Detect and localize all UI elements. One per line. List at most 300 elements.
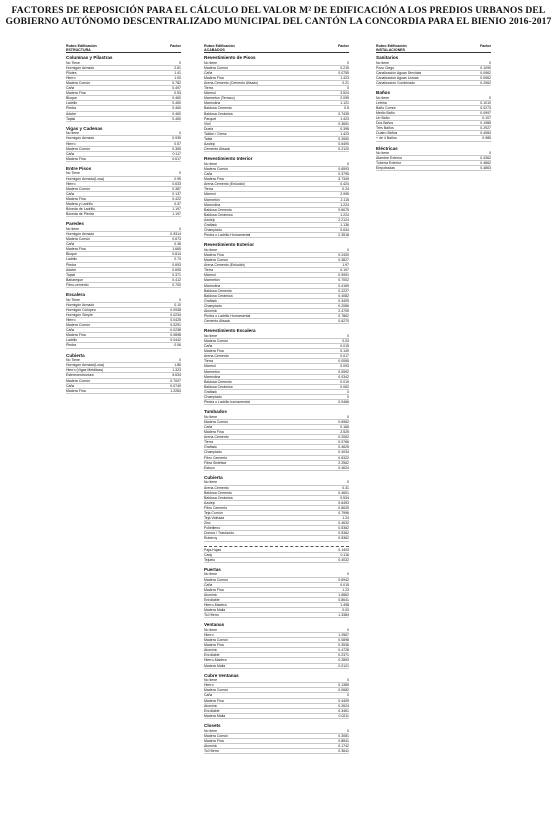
- row-item: Ladrillo: [66, 257, 78, 262]
- row-factor: 0: [347, 572, 349, 577]
- row-factor: 0: [347, 728, 349, 733]
- row-factor: 0: [179, 226, 181, 231]
- row-factor: 2.995: [340, 192, 349, 197]
- row-factor: 0.4624: [338, 465, 349, 470]
- row-item: Bloque: [66, 252, 77, 257]
- row-item: Madera Común: [66, 186, 91, 191]
- row-factor: 0.2400: [338, 252, 349, 257]
- row-factor: 0.814: [172, 252, 181, 257]
- column-estructura: [66, 44, 181, 398]
- row-item: Baldosa Cerámica: [204, 111, 233, 116]
- row-item: Madera Fina: [66, 388, 86, 393]
- row-factor: 0.2062: [338, 435, 349, 440]
- row-item: No Tiene: [66, 297, 81, 302]
- table-row: [376, 136, 491, 141]
- row-factor: 1.23: [342, 587, 349, 592]
- row-factor: 2.4705: [338, 309, 349, 313]
- row-factor: 0: [347, 627, 349, 632]
- row-factor: 0.6322: [338, 455, 349, 460]
- row-item: No tiene: [376, 60, 390, 65]
- section-title: Entre Pisos: [66, 165, 92, 171]
- section-title: Paredes: [66, 221, 84, 227]
- row-factor: 0.2650: [338, 137, 349, 141]
- row-item: Piedra: [66, 106, 77, 111]
- row-item: Mármol: [204, 364, 216, 369]
- row-item: Fibro Cemento: [204, 455, 228, 460]
- row-factor: 0: [347, 60, 349, 65]
- row-factor: 0.1389: [338, 683, 349, 688]
- column-header: [204, 44, 349, 53]
- row-factor: 0.7996: [338, 510, 349, 515]
- table-row: [66, 343, 181, 348]
- row-factor: 0.6962: [338, 419, 349, 424]
- row-factor: 0.6453: [338, 500, 349, 505]
- row-factor: 0.015: [340, 344, 349, 349]
- section-title: Vigas y Cadenas: [66, 125, 103, 131]
- row-factor: 0.398: [340, 126, 349, 131]
- row-item: Adobe: [66, 267, 77, 272]
- row-item: Madera Común: [66, 237, 91, 242]
- row-item: Hierro: [66, 318, 76, 322]
- table-row: [66, 389, 181, 394]
- column-header: [376, 44, 491, 53]
- row-factor: 0.497: [172, 86, 181, 91]
- row-factor: 0.197: [340, 268, 349, 273]
- row-item: Baldosa Cemento: [204, 490, 232, 495]
- row-factor: 0.3461: [338, 708, 349, 713]
- row-factor: 0.0592: [338, 369, 349, 374]
- row-item: Domos / Traslúcido: [204, 531, 234, 536]
- row-item: Tol Hierro: [204, 748, 219, 753]
- row-item: Madera Común: [204, 65, 229, 70]
- row-factor: 0.4169: [338, 283, 349, 288]
- table-section: [204, 156, 349, 238]
- row-item: Teja Vidriada: [204, 516, 225, 521]
- table-section: [204, 567, 349, 618]
- row-item: Azulejo: [204, 142, 216, 147]
- row-factor: 0.6675: [338, 207, 349, 212]
- row-factor: 0.1090: [480, 65, 491, 70]
- row-factor: 0.0425: [170, 318, 181, 322]
- row-item: Medio Baño: [376, 110, 395, 115]
- row-item: Madera Fina: [66, 156, 86, 161]
- row-factor: 0.1985: [480, 121, 491, 126]
- row-item: Mármol: [204, 192, 216, 197]
- row-factor: 1.224: [340, 212, 349, 217]
- row-item: Marmolina: [204, 283, 221, 288]
- row-factor: 0.116: [340, 552, 349, 557]
- row-factor: 0.0211: [338, 713, 349, 718]
- row-item: Hierro: [66, 181, 76, 186]
- row-factor: 2.2562: [338, 460, 349, 465]
- row-factor: 0.31: [342, 485, 349, 490]
- row-factor: 0.7862: [338, 314, 349, 319]
- row-factor: 0.53: [174, 91, 181, 96]
- row-factor: 0.5362: [338, 526, 349, 531]
- row-factor: 0.0234: [170, 312, 181, 317]
- row-item: Fibro Cemento: [204, 505, 228, 510]
- row-factor: 0.2893: [338, 658, 349, 663]
- row-item: No tiene: [66, 131, 80, 136]
- row-item: Aluminio: [204, 703, 218, 708]
- row-factor: 1.41: [174, 70, 181, 75]
- row-item: Madera Común: [66, 80, 91, 85]
- row-item: No tiene: [204, 247, 218, 252]
- row-factor: 0.2227: [338, 288, 349, 293]
- row-item: No tiene: [204, 60, 218, 65]
- row-factor: 0.062: [340, 384, 349, 389]
- row-item: Fibra Sintética: [204, 460, 227, 465]
- row-factor: 0.6593: [338, 166, 349, 171]
- row-factor: 1.86: [174, 363, 181, 368]
- row-item: Hormigón Armado: [66, 302, 95, 307]
- row-factor: 0.7002: [338, 278, 349, 283]
- row-item: Caña: [66, 383, 75, 388]
- column-header: [66, 44, 181, 53]
- row-factor: 1.2567: [338, 632, 349, 637]
- table-row: [204, 558, 349, 563]
- row-factor: 0: [179, 297, 181, 302]
- row-factor: 0: [347, 678, 349, 683]
- table-section: [66, 166, 181, 217]
- row-item: No tiene: [204, 572, 218, 577]
- row-item: Arena-Cemento (Enlucido): [204, 263, 246, 268]
- row-factor: 0.0682: [338, 688, 349, 693]
- section-title: Revestimiento Exterior: [204, 242, 255, 248]
- row-factor: 0.782: [172, 80, 181, 85]
- row-factor: 0.0962: [480, 70, 491, 75]
- row-item: Tierra: [204, 440, 214, 445]
- row-item: Enrollable: [204, 708, 220, 713]
- table-row: [204, 466, 349, 471]
- table-row: [204, 147, 349, 152]
- row-factor: 0.9314: [170, 232, 181, 236]
- row-item: Alambre Exterior: [376, 156, 403, 161]
- row-factor: 1.498: [340, 602, 349, 607]
- row-factor: 0.605: [172, 267, 181, 272]
- row-item: Caña: [204, 693, 213, 698]
- row-factor: 0.2624: [338, 703, 349, 708]
- row-item: Caña: [66, 328, 75, 333]
- column-header-label: Rubro Edificación INSTALACIONES: [376, 44, 407, 52]
- row-item: Hormigón Simple: [66, 312, 93, 317]
- row-item: Madera Común: [204, 733, 229, 738]
- row-factor: 2.115: [340, 197, 349, 202]
- row-item: Hormigón Armado(Losa): [66, 363, 105, 368]
- row-factor: 0.0938: [170, 307, 181, 312]
- row-item: Caña: [66, 191, 75, 196]
- row-factor: 1.121: [340, 101, 349, 106]
- row-factor: 0.37: [174, 202, 181, 207]
- table-row: [204, 613, 349, 618]
- row-factor: 0.0997: [480, 110, 491, 115]
- table-row: [204, 714, 349, 719]
- row-factor: 2.525: [340, 430, 349, 435]
- row-factor: 2.2124: [338, 217, 349, 222]
- row-factor: 0.4032: [338, 557, 349, 562]
- row-factor: 0.3409: [338, 298, 349, 303]
- row-factor: 0.412: [172, 277, 181, 282]
- row-factor: 0.017: [340, 354, 349, 359]
- row-item: Madera Fina: [66, 247, 86, 252]
- row-factor: 0.534: [340, 495, 349, 500]
- row-item: Arena-Cemento: [204, 354, 229, 359]
- row-factor: 0.5: [344, 106, 349, 111]
- row-item: Marmetón: [204, 278, 220, 283]
- row-item: Tol Hierro: [204, 613, 219, 618]
- row-factor: 0.4362: [480, 156, 491, 161]
- row-item: Madera Fina: [66, 196, 86, 201]
- row-item: Madera Fina: [204, 349, 224, 354]
- section-title: Ventanas: [204, 622, 225, 628]
- row-item: Azulejo: [204, 217, 216, 222]
- table-row: [66, 157, 181, 162]
- row-factor: 0.019: [340, 379, 349, 384]
- row-item: Ladrillo: [66, 101, 78, 106]
- row-item: Madera Común: [66, 146, 91, 151]
- row-item: No tiene: [204, 333, 218, 338]
- row-item: Hierro: [204, 683, 214, 688]
- table-section: [204, 673, 349, 719]
- column-header-factor: Factor: [170, 44, 181, 48]
- row-factor: 1.423: [340, 75, 349, 80]
- row-factor: 0.2962: [480, 80, 491, 85]
- row-factor: 1.97: [342, 263, 349, 268]
- table-row: [204, 749, 349, 754]
- row-factor: 0: [347, 480, 349, 485]
- row-item: Cuatro Baños: [376, 131, 398, 136]
- row-factor: 0.2086: [338, 303, 349, 308]
- table-row: [376, 81, 491, 86]
- row-factor: 1.136: [340, 223, 349, 227]
- row-item: Mármol: [204, 273, 216, 278]
- row-factor: 0.1403: [338, 547, 349, 552]
- row-item: Cady: [204, 552, 213, 557]
- section-title: Tumbados: [204, 409, 227, 415]
- row-factor: 0: [179, 60, 181, 65]
- row-item: Paja-Hojas: [204, 547, 222, 552]
- table-section: [204, 723, 349, 754]
- row-item: Madera Común: [204, 577, 229, 582]
- row-item: Enrollable: [204, 597, 220, 602]
- row-item: Marmetón: [204, 197, 220, 202]
- row-item: Hormigón Armado: [66, 232, 95, 236]
- row-factor: 0: [347, 414, 349, 419]
- row-item: Hormigón Ciclópeo: [66, 307, 96, 312]
- row-item: Madera Fina: [204, 698, 224, 703]
- row-factor: 0.0273: [480, 105, 491, 110]
- row-item: Tejuelo: [204, 557, 216, 562]
- section-title: Baños: [376, 90, 391, 96]
- row-factor: 0.0442: [170, 338, 181, 343]
- row-item: Baldosa Cemento: [204, 106, 232, 111]
- row-factor: 0.4084: [480, 131, 491, 136]
- row-item: Arena-Cemento (Cemento Alisado): [204, 80, 259, 85]
- table-section: [204, 55, 349, 152]
- row-factor: 0.4601: [338, 490, 349, 495]
- row-item: Duela: [204, 126, 214, 131]
- row-factor: 0.1742: [338, 743, 349, 748]
- row-item: Letrina: [376, 100, 387, 105]
- row-factor: 0.0238: [170, 328, 181, 333]
- table-row: [204, 400, 349, 405]
- row-factor: 0.73: [174, 257, 181, 262]
- row-item: Cemento Alisado: [204, 147, 231, 152]
- row-item: Tierra: [204, 359, 214, 364]
- row-factor: 3.7349: [338, 177, 349, 182]
- row-item: Madera Malla: [204, 713, 226, 718]
- row-item: Madera Malla: [204, 663, 226, 668]
- section-title: Sanitarios: [376, 55, 399, 60]
- row-item: Madera Común: [66, 378, 91, 383]
- row-factor: 0.03: [342, 608, 349, 613]
- row-item: Aluminio: [204, 743, 218, 748]
- row-item: Madera Fina: [204, 738, 224, 743]
- row-factor: 0.6270: [338, 319, 349, 324]
- column-acabados: [204, 44, 349, 758]
- row-factor: 0.634: [340, 228, 349, 233]
- row-item: Empotradas: [376, 166, 395, 171]
- row-item: Caña: [204, 172, 213, 177]
- row-factor: 0.460: [172, 101, 181, 106]
- section-title: Columnas y Pilastras: [66, 55, 113, 60]
- row-item: Tierra: [204, 86, 214, 91]
- row-item: Hierro: [204, 632, 214, 637]
- row-factor: 0.4632: [338, 521, 349, 526]
- row-factor: 0.093: [340, 364, 349, 369]
- row-item: Marmetón: [204, 369, 220, 374]
- row-factor: 0.371: [172, 272, 181, 277]
- row-factor: 5.634: [172, 373, 181, 378]
- row-factor: 0.3641: [338, 748, 349, 753]
- row-item: Un Baño: [376, 116, 390, 121]
- row-factor: 0.0962: [480, 75, 491, 80]
- row-factor: 0.8841: [338, 738, 349, 743]
- row-item: Caña: [204, 424, 213, 429]
- row-factor: 0: [489, 60, 491, 65]
- row-factor: 0.8641: [338, 597, 349, 602]
- table-row: [66, 283, 181, 288]
- row-item: Tapial: [66, 272, 76, 277]
- row-item: Aluminio: [204, 648, 218, 653]
- row-factor: 0.4409: [338, 698, 349, 703]
- row-item: Adobe: [66, 111, 77, 116]
- row-factor: 0.460: [172, 111, 181, 116]
- row-item: No tiene: [376, 95, 390, 100]
- row-item: Caña: [204, 70, 213, 75]
- row-item: Canalización Aguas Servidas: [376, 70, 422, 75]
- row-item: Tubería Exterior: [376, 161, 401, 166]
- row-factor: 0.7007: [170, 378, 181, 383]
- row-item: No tiene: [204, 627, 218, 632]
- row-factor: 0.369: [172, 146, 181, 151]
- row-item: Tapial: [66, 116, 76, 121]
- row-item: Baldosa Cerámica: [204, 212, 233, 217]
- row-item: Teja Común: [204, 510, 223, 515]
- row-item: Zinc: [204, 521, 211, 526]
- row-item: Madera Común: [204, 419, 229, 424]
- row-factor: 0.2371: [338, 653, 349, 658]
- row-factor: 1.423: [340, 116, 349, 121]
- table-section: [204, 328, 349, 405]
- row-item: Parquet: [204, 116, 217, 121]
- row-item: + de 4 Baños: [376, 136, 397, 141]
- row-factor: 0.4728: [338, 648, 349, 653]
- row-factor: 0.0466: [338, 400, 349, 405]
- row-item: Canalización Aguas Lluvias: [376, 75, 419, 80]
- row-item: Madera Fina: [66, 333, 86, 338]
- row-item: Tablón / Gress: [204, 131, 227, 136]
- row-item: Grafiado: [204, 445, 218, 450]
- row-factor: 0.166: [340, 424, 349, 429]
- row-item: Hierro-Madera: [204, 658, 227, 663]
- row-item: Baldosa Cemento: [204, 207, 232, 212]
- column-header-factor: Factor: [480, 44, 491, 48]
- row-item: Caña: [204, 582, 213, 587]
- row-item: No tiene: [204, 480, 218, 485]
- row-item: Hormigón Armado(Losa): [66, 176, 105, 181]
- row-item: Bloque: [66, 96, 77, 101]
- row-factor: 0.460: [172, 96, 181, 101]
- row-item: Piedra: [66, 343, 77, 348]
- row-item: Dos Baños: [376, 121, 394, 126]
- row-factor: 0.0755: [338, 70, 349, 75]
- section-divider: [204, 546, 349, 547]
- row-factor: 0.215: [340, 65, 349, 70]
- row-item: Piedra o Ladrillo Hornamental: [204, 314, 251, 319]
- row-factor: 1.3384: [338, 613, 349, 618]
- row-item: No tiene: [204, 678, 218, 683]
- row-item: Caña: [204, 344, 213, 349]
- row-item: Madera Fina: [204, 75, 224, 80]
- row-item: Vinil: [204, 121, 211, 126]
- row-factor: 0.700: [172, 282, 181, 287]
- row-item: Aluminio: [204, 592, 218, 597]
- row-factor: 0.9991: [338, 273, 349, 278]
- row-item: Hierro-Madera: [204, 602, 227, 607]
- row-factor: 0: [347, 161, 349, 166]
- row-item: Tierra: [204, 268, 214, 273]
- row-factor: 0: [489, 95, 491, 100]
- section-title: Cubierta: [204, 474, 223, 480]
- row-factor: 0.57: [174, 141, 181, 146]
- row-item: Marmolina: [204, 101, 221, 106]
- row-factor: 0.3536: [338, 643, 349, 648]
- row-item: Baldosa Cerámica: [204, 384, 233, 389]
- row-factor: 0.24: [342, 187, 349, 192]
- row-factor: 1.665: [172, 247, 181, 252]
- row-factor: 2.095: [340, 96, 349, 101]
- row-item: No Tiene: [66, 358, 81, 363]
- row-item: Arena-Cemento: [204, 435, 229, 440]
- row-item: No tiene: [204, 414, 218, 419]
- column-instalaciones: [376, 44, 491, 175]
- table-section: [66, 55, 181, 122]
- table-section: [204, 409, 349, 471]
- row-item: Madera Común: [204, 258, 229, 263]
- row-factor: 0.36: [174, 242, 181, 247]
- row-item: Grafiado: [204, 298, 218, 303]
- table-row: [204, 536, 349, 541]
- row-item: No Tiene: [66, 60, 81, 65]
- row-factor: 0: [347, 333, 349, 338]
- row-factor: 0.422: [172, 196, 181, 201]
- section-title: Revestimiento Interior: [204, 156, 253, 162]
- table-section: [204, 475, 349, 542]
- row-item: Ruberoy: [204, 536, 218, 541]
- table-row: [204, 233, 349, 238]
- row-factor: 0.673: [172, 237, 181, 242]
